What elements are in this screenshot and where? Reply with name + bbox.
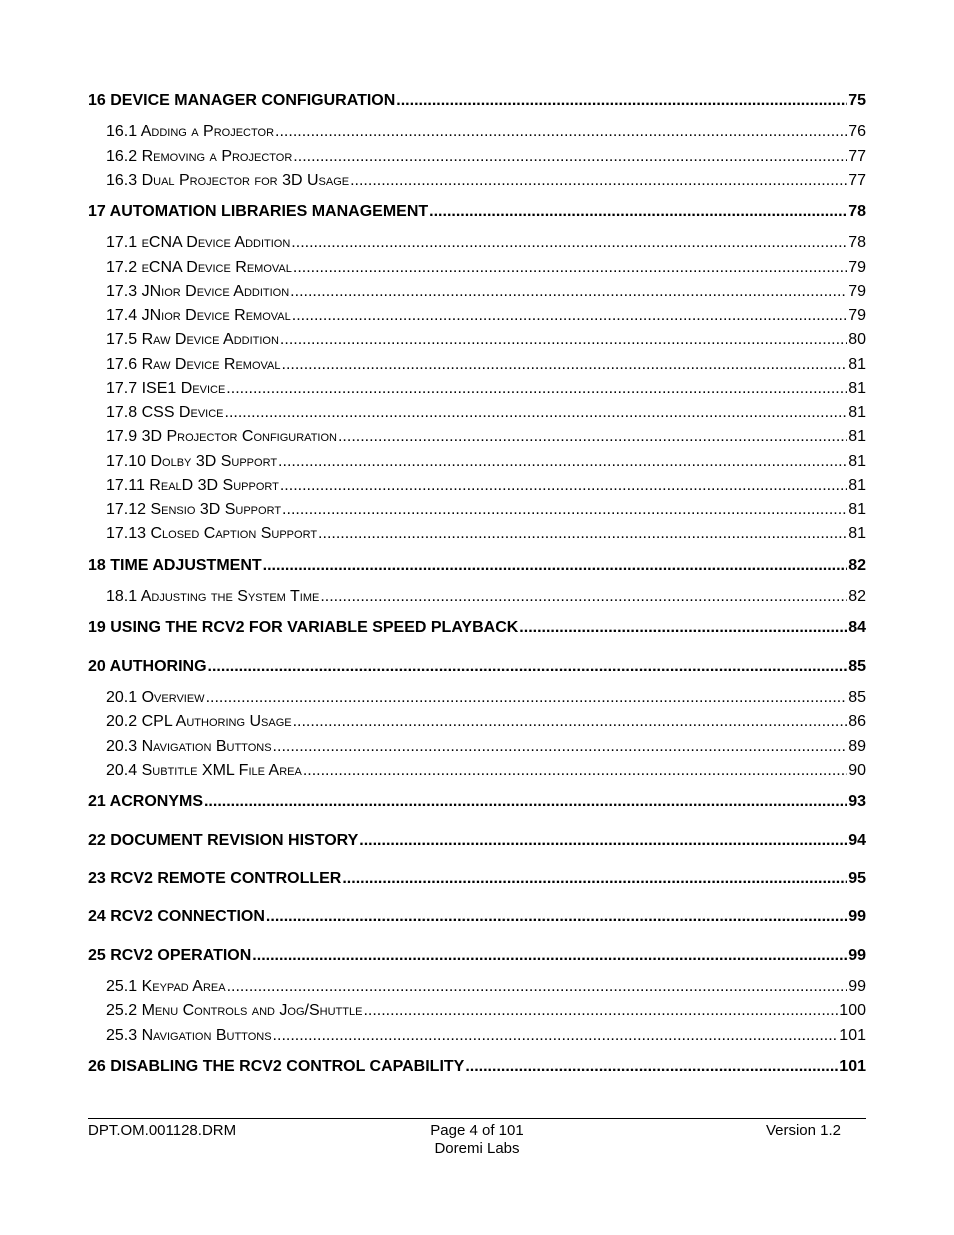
- toc-page-number: 78: [848, 203, 866, 220]
- toc-chapter-entry[interactable]: [88, 653, 866, 675]
- footer-page-label: Page 4 of 101: [430, 1122, 524, 1139]
- toc-page-number: 99: [848, 908, 866, 925]
- toc-entry-title: 25.2 Menu Controls and Jog/Shuttle: [106, 1002, 363, 1019]
- toc-chapter-entry[interactable]: [88, 614, 866, 636]
- toc-dot-leader: [293, 149, 847, 165]
- toc-entry-title: 20.2 CPL Authoring Usage: [106, 713, 292, 730]
- toc-page-number: 89: [848, 738, 866, 755]
- toc-page-number: 81: [848, 477, 866, 494]
- toc-entry-title: 20.3 Navigation Buttons: [106, 738, 272, 755]
- toc-entry-title: 17.6 Raw Device Removal: [106, 356, 281, 373]
- toc-dot-leader: [396, 93, 847, 109]
- toc-page-number: 101: [839, 1058, 866, 1075]
- toc-chapter-entry[interactable]: [88, 1053, 866, 1075]
- footer-divider: [88, 1118, 866, 1119]
- toc-dot-leader: [465, 1059, 838, 1075]
- toc-page-number: 99: [848, 978, 866, 995]
- toc-page-number: 79: [848, 283, 866, 300]
- toc-section-entry[interactable]: [88, 583, 866, 605]
- toc-page-number: 77: [848, 148, 866, 165]
- toc-section-entry[interactable]: [88, 351, 866, 373]
- toc-entry-title: 25.1 Keypad Area: [106, 978, 226, 995]
- toc-dot-leader: [263, 558, 848, 574]
- toc-dot-leader: [208, 659, 848, 675]
- toc-dot-leader: [280, 332, 847, 348]
- toc-chapter-entry[interactable]: [88, 942, 866, 964]
- toc-dot-leader: [320, 589, 847, 605]
- toc-section-entry[interactable]: [88, 118, 866, 140]
- toc-dot-leader: [293, 260, 847, 276]
- toc-entry-title: 20.1 Overview: [106, 689, 205, 706]
- toc-page-number: 80: [848, 331, 866, 348]
- toc-section-entry[interactable]: [88, 1022, 866, 1044]
- toc-section-entry[interactable]: [88, 684, 866, 706]
- toc-section-entry[interactable]: [88, 143, 866, 165]
- toc-entry-title: 17.11 RealD 3D Support: [106, 477, 279, 494]
- toc-page-number: 81: [848, 525, 866, 542]
- toc-section-entry[interactable]: [88, 302, 866, 324]
- toc-dot-leader: [342, 871, 847, 887]
- toc-section-entry[interactable]: [88, 973, 866, 995]
- toc-section-entry[interactable]: [88, 997, 866, 1019]
- toc-entry-title: 17 AUTOMATION LIBRARIES MANAGEMENT: [88, 203, 429, 220]
- toc-chapter-entry[interactable]: [88, 903, 866, 925]
- toc-dot-leader: [363, 1003, 838, 1019]
- toc-dot-leader: [429, 204, 847, 220]
- toc-page-number: 81: [848, 453, 866, 470]
- toc-page-number: 81: [848, 404, 866, 421]
- toc-page-number: 90: [848, 762, 866, 779]
- toc-page-number: 85: [848, 658, 866, 675]
- footer-version: Version 1.2: [765, 1122, 841, 1139]
- toc-page-number: 81: [848, 356, 866, 373]
- toc-entry-title: 17.4 JNior Device Removal: [106, 307, 291, 324]
- toc-page-number: 95: [848, 870, 866, 887]
- toc-page-number: 82: [848, 557, 866, 574]
- toc-page-number: 82: [848, 588, 866, 605]
- toc-entry-title: 20.4 Subtitle XML File Area: [106, 762, 302, 779]
- toc-page-number: 81: [848, 380, 866, 397]
- toc-page-number: 79: [848, 307, 866, 324]
- toc-page-number: 78: [848, 234, 866, 251]
- toc-section-entry[interactable]: [88, 757, 866, 779]
- toc-page-number: 94: [848, 832, 866, 849]
- toc-page-number: 93: [848, 793, 866, 810]
- toc-dot-leader: [318, 526, 847, 542]
- toc-dot-leader: [293, 714, 848, 730]
- toc-dot-leader: [282, 502, 847, 518]
- toc-page-number: 79: [848, 259, 866, 276]
- toc-section-entry[interactable]: [88, 520, 866, 542]
- toc-entry-title: 19 USING THE RCV2 FOR VARIABLE SPEED PLAYBACK: [88, 619, 519, 636]
- toc-entry-title: 18.1 Adjusting the System Time: [106, 588, 320, 605]
- toc-page-number: 81: [848, 501, 866, 518]
- toc-entry-title: 17.1 eCNA Device Addition: [106, 234, 291, 251]
- toc-page-number: 77: [848, 172, 866, 189]
- toc-entry-title: 26 DISABLING THE RCV2 CONTROL CAPABILITY: [88, 1058, 465, 1075]
- toc-entry-title: 16 DEVICE MANAGER CONFIGURATION: [88, 92, 396, 109]
- toc-entry-title: 17.2 eCNA Device Removal: [106, 259, 292, 276]
- toc-dot-leader: [292, 308, 847, 324]
- toc-dot-leader: [291, 235, 847, 251]
- toc-dot-leader: [273, 739, 848, 755]
- toc-dot-leader: [226, 381, 847, 397]
- toc-dot-leader: [225, 405, 848, 421]
- toc-section-entry[interactable]: [88, 278, 866, 300]
- toc-section-entry[interactable]: [88, 229, 866, 251]
- toc-page-number: 101: [839, 1027, 866, 1044]
- toc-chapter-entry[interactable]: [88, 552, 866, 574]
- toc-entry-title: 17.13 Closed Caption Support: [106, 525, 318, 542]
- toc-dot-leader: [303, 763, 847, 779]
- toc-dot-leader: [278, 454, 847, 470]
- toc-dot-leader: [206, 690, 848, 706]
- toc-entry-title: 25 RCV2 OPERATION: [88, 947, 252, 964]
- toc-dot-leader: [227, 979, 848, 995]
- toc-entry-title: 23 RCV2 REMOTE CONTROLLER: [88, 870, 342, 887]
- toc-entry-title: 17.10 Dolby 3D Support: [106, 453, 278, 470]
- toc-entry-title: 17.9 3D Projector Configuration: [106, 428, 337, 445]
- toc-entry-title: 17.5 Raw Device Addition: [106, 331, 279, 348]
- toc-entry-title: 17.12 Sensio 3D Support: [106, 501, 282, 518]
- footer-company: Doremi Labs: [434, 1140, 520, 1157]
- toc-page-number: 76: [848, 123, 866, 140]
- toc-chapter-entry[interactable]: [88, 788, 866, 810]
- toc-dot-leader: [350, 173, 847, 189]
- toc-page-number: 75: [848, 92, 866, 109]
- toc-section-entry[interactable]: [88, 733, 866, 755]
- toc-entry-title: 20 AUTHORING: [88, 658, 207, 675]
- toc-entry-title: 18 TIME ADJUSTMENT: [88, 557, 262, 574]
- toc-dot-leader: [359, 833, 847, 849]
- toc-chapter-entry[interactable]: [88, 198, 866, 220]
- toc-chapter-entry[interactable]: [88, 865, 866, 887]
- toc-section-entry[interactable]: [88, 326, 866, 348]
- toc-entry-title: 21 ACRONYMS: [88, 793, 203, 810]
- toc-dot-leader: [338, 429, 847, 445]
- toc-dot-leader: [290, 284, 847, 300]
- toc-chapter-entry[interactable]: [88, 827, 866, 849]
- footer-document-id: DPT.OM.001128.DRM: [88, 1122, 237, 1139]
- toc-section-entry[interactable]: [88, 399, 866, 421]
- toc-entry-title: 16.2 Removing a Projector: [106, 148, 293, 165]
- toc-entry-title: 22 DOCUMENT REVISION HISTORY: [88, 832, 359, 849]
- toc-dot-leader: [280, 478, 847, 494]
- toc-entry-title: 16.1 Adding a Projector: [106, 123, 275, 140]
- toc-chapter-entry[interactable]: [88, 87, 866, 109]
- toc-dot-leader: [273, 1028, 839, 1044]
- toc-section-entry[interactable]: [88, 708, 866, 730]
- toc-entry-title: 24 RCV2 CONNECTION: [88, 908, 265, 925]
- toc-page-number: 81: [848, 428, 866, 445]
- toc-section-entry[interactable]: [88, 254, 866, 276]
- toc-section-entry[interactable]: [88, 472, 866, 494]
- toc-dot-leader: [252, 948, 847, 964]
- toc-section-entry[interactable]: [88, 167, 866, 189]
- toc-dot-leader: [266, 909, 847, 925]
- toc-dot-leader: [275, 124, 847, 140]
- toc-entry-title: 17.3 JNior Device Addition: [106, 283, 290, 300]
- toc-entry-title: 25.3 Navigation Buttons: [106, 1027, 272, 1044]
- toc-page-number: 84: [848, 619, 866, 636]
- toc-dot-leader: [204, 794, 847, 810]
- toc-entry-title: 17.8 CSS Device: [106, 404, 224, 421]
- toc-section-entry[interactable]: [88, 496, 866, 518]
- toc-page-number: 85: [848, 689, 866, 706]
- toc-page-number: 100: [839, 1002, 866, 1019]
- toc-page-number: 86: [848, 713, 866, 730]
- toc-section-entry[interactable]: [88, 375, 866, 397]
- toc-dot-leader: [282, 357, 848, 373]
- toc-section-entry[interactable]: [88, 448, 866, 470]
- toc-page-number: 99: [848, 947, 866, 964]
- toc-dot-leader: [519, 620, 847, 636]
- toc-entry-title: 16.3 Dual Projector for 3D Usage: [106, 172, 350, 189]
- toc-entry-title: 17.7 ISE1 Device: [106, 380, 226, 397]
- toc-section-entry[interactable]: [88, 423, 866, 445]
